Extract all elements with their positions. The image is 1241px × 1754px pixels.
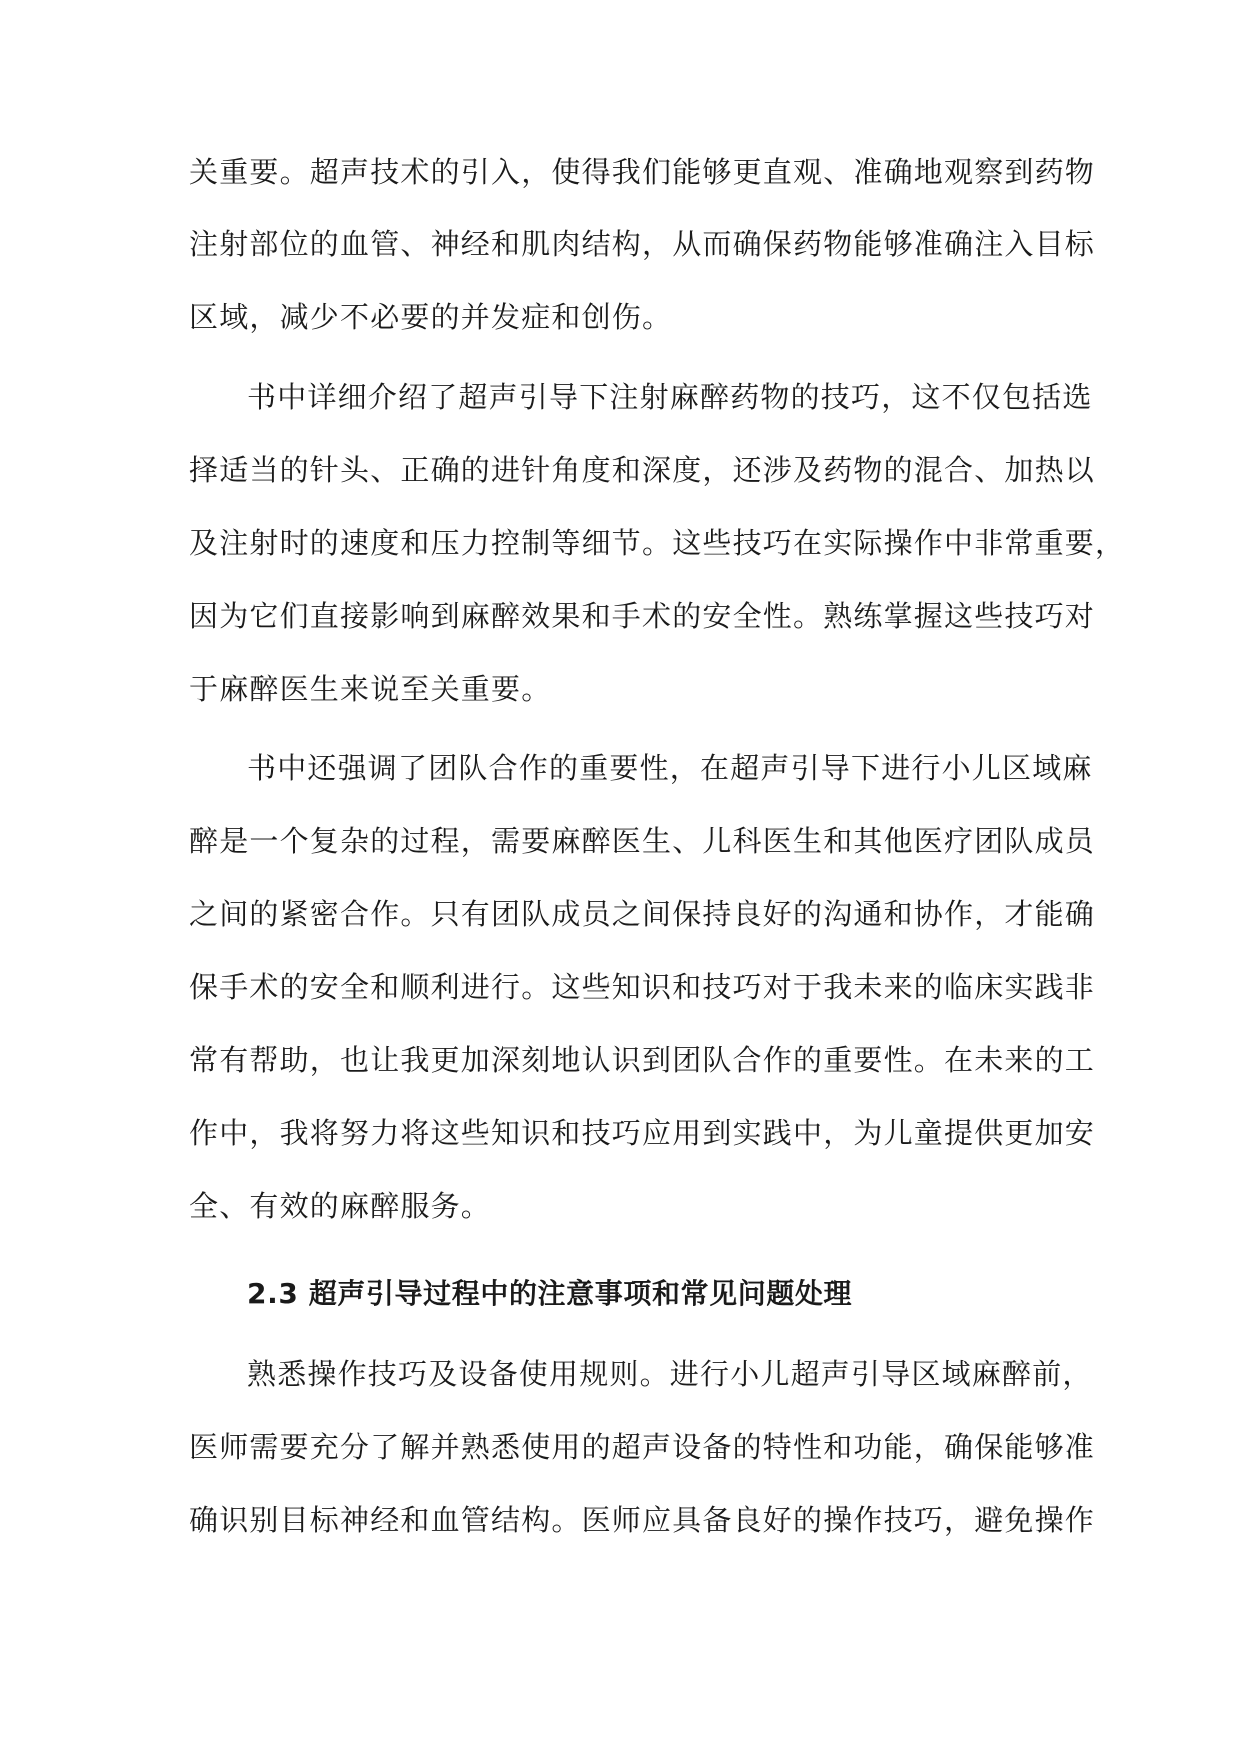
paragraph-3-line-6: 作中，我将努力将这些知识和技巧应用到实践中，为儿童提供更加安 — [189, 1116, 1096, 1150]
paragraph-3-line-2: 醉是一个复杂的过程，需要麻醉医生、儿科医生和其他医疗团队成员 — [189, 824, 1096, 858]
paragraph-3-line-7: 全、有效的麻醉服务。 — [189, 1189, 492, 1223]
paragraph-2-line-2: 择适当的针头、正确的进针角度和深度，还涉及药物的混合、加热以 — [189, 453, 1096, 487]
paragraph-2-line-1: 书中详细介绍了超声引导下注射麻醉药物的技巧，这不仅包括选 — [247, 380, 1093, 414]
section-heading: 2.3 超声引导过程中的注意事项和常见问题处理 — [247, 1277, 853, 1310]
paragraph-3-line-3: 之间的紧密合作。只有团队成员之间保持良好的沟通和协作，才能确 — [189, 897, 1096, 931]
paragraph-2-line-5: 于麻醉医生来说至关重要。 — [189, 672, 552, 706]
paragraph-3-line-5: 常有帮助，也让我更加深刻地认识到团队合作的重要性。在未来的工 — [189, 1043, 1096, 1077]
section-paragraph-line-1: 熟悉操作技巧及设备使用规则。进行小儿超声引导区域麻醉前， — [247, 1357, 1093, 1391]
section-paragraph-line-2: 医师需要充分了解并熟悉使用的超声设备的特性和功能，确保能够准 — [189, 1430, 1096, 1464]
paragraph-1-line-3: 区域，减少不必要的并发症和创伤。 — [189, 300, 673, 334]
paragraph-3-line-4: 保手术的安全和顺利进行。这些知识和技巧对于我未来的临床实践非 — [189, 970, 1096, 1004]
paragraph-1-line-1: 关重要。超声技术的引入，使得我们能够更直观、准确地观察到药物 — [189, 155, 1096, 189]
paragraph-3-line-1: 书中还强调了团队合作的重要性，在超声引导下进行小儿区域麻 — [247, 751, 1093, 785]
section-paragraph-line-3: 确识别目标神经和血管结构。医师应具备良好的操作技巧，避免操作 — [189, 1503, 1096, 1537]
paragraph-2-line-4: 因为它们直接影响到麻醉效果和手术的安全性。熟练掌握这些技巧对 — [189, 599, 1096, 633]
paragraph-1-line-2: 注射部位的血管、神经和肌肉结构，从而确保药物能够准确注入目标 — [189, 227, 1096, 261]
paragraph-2-line-3: 及注射时的速度和压力控制等细节。这些技巧在实际操作中非常重要， — [189, 526, 1126, 560]
